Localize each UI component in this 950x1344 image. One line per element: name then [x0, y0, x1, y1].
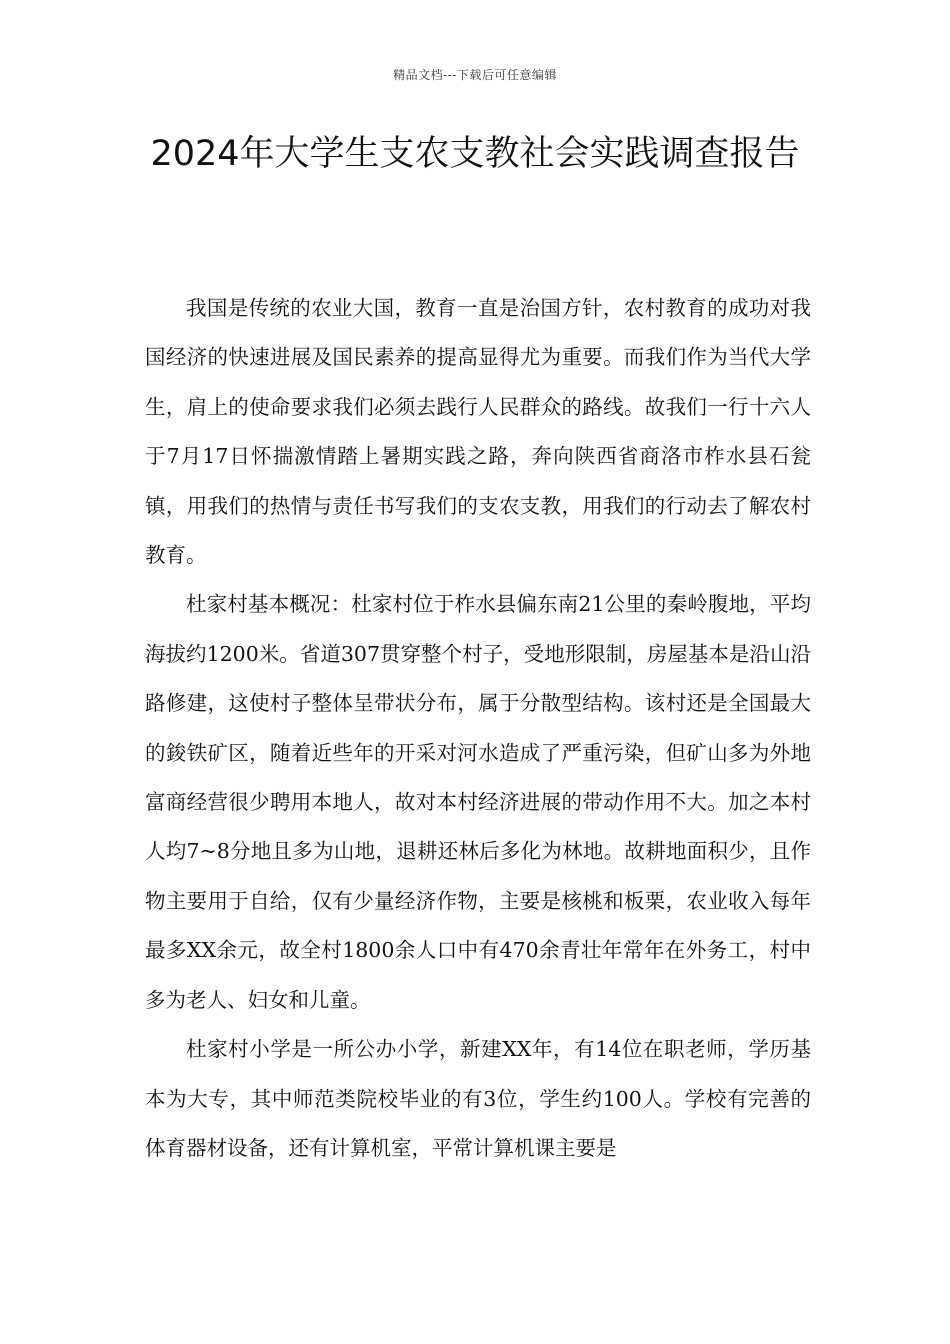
page-header-note: 精品文档---下载后可任意编辑 [393, 68, 557, 82]
paragraph-village-overview: 杜家村基本概况：杜家村位于柞水县偏东南21公里的秦岭腹地，平均海拔约1200米。省道307贯穿整个村子，受地形限制，房屋基本是沿山沿路修建，这使村子整体呈带状分布，属于分散型结构。该村还是全国最大的鋑铁矿区，随着近些年的开采对河水造成了严重污染，但矿山多为外地富商经营很少聘用本地人，故对本村经济进展的带动作用不大。加之本村人均7~8分地且多为山地，退耕还林后多化为林地。故耕地面积少，且作物主要用于自给，仅有少量经济作物，主要是核桃和板栗，农业收入每年最多XX余元，故全村1800余人口中有470余青壮年常年在外务工，村中多为老人、妇女和儿童。 [145, 592, 811, 1012]
document-title: 2024年大学生支农支教社会实践调查报告 [150, 134, 800, 174]
paragraph-village-school: 杜家村小学是一所公办小学，新建XX年，有14位在职老师，学历基本为大专，其中师范类院校毕业的有3位，学生约100人。学校有完善的体育器材设备，还有计算机室，平常计算机课主要是 [145, 1037, 811, 1160]
paragraph-intro: 我国是传统的农业大国，教育一直是治国方针，农村教育的成功对我国经济的快速进展及国民素养的提高显得尤为重要。而我们作为当代大学生，肩上的使命要求我们必须去践行人民群众的路线。故我们一行十六人于7月17日怀揣激情踏上暑期实践之路，奔向陕西省商洛市柞水县石瓮镇，用我们的热情与责任书写我们的支农支教，用我们的行动去了解农村教育。 [145, 296, 811, 568]
document-body [145, 284, 811, 1173]
